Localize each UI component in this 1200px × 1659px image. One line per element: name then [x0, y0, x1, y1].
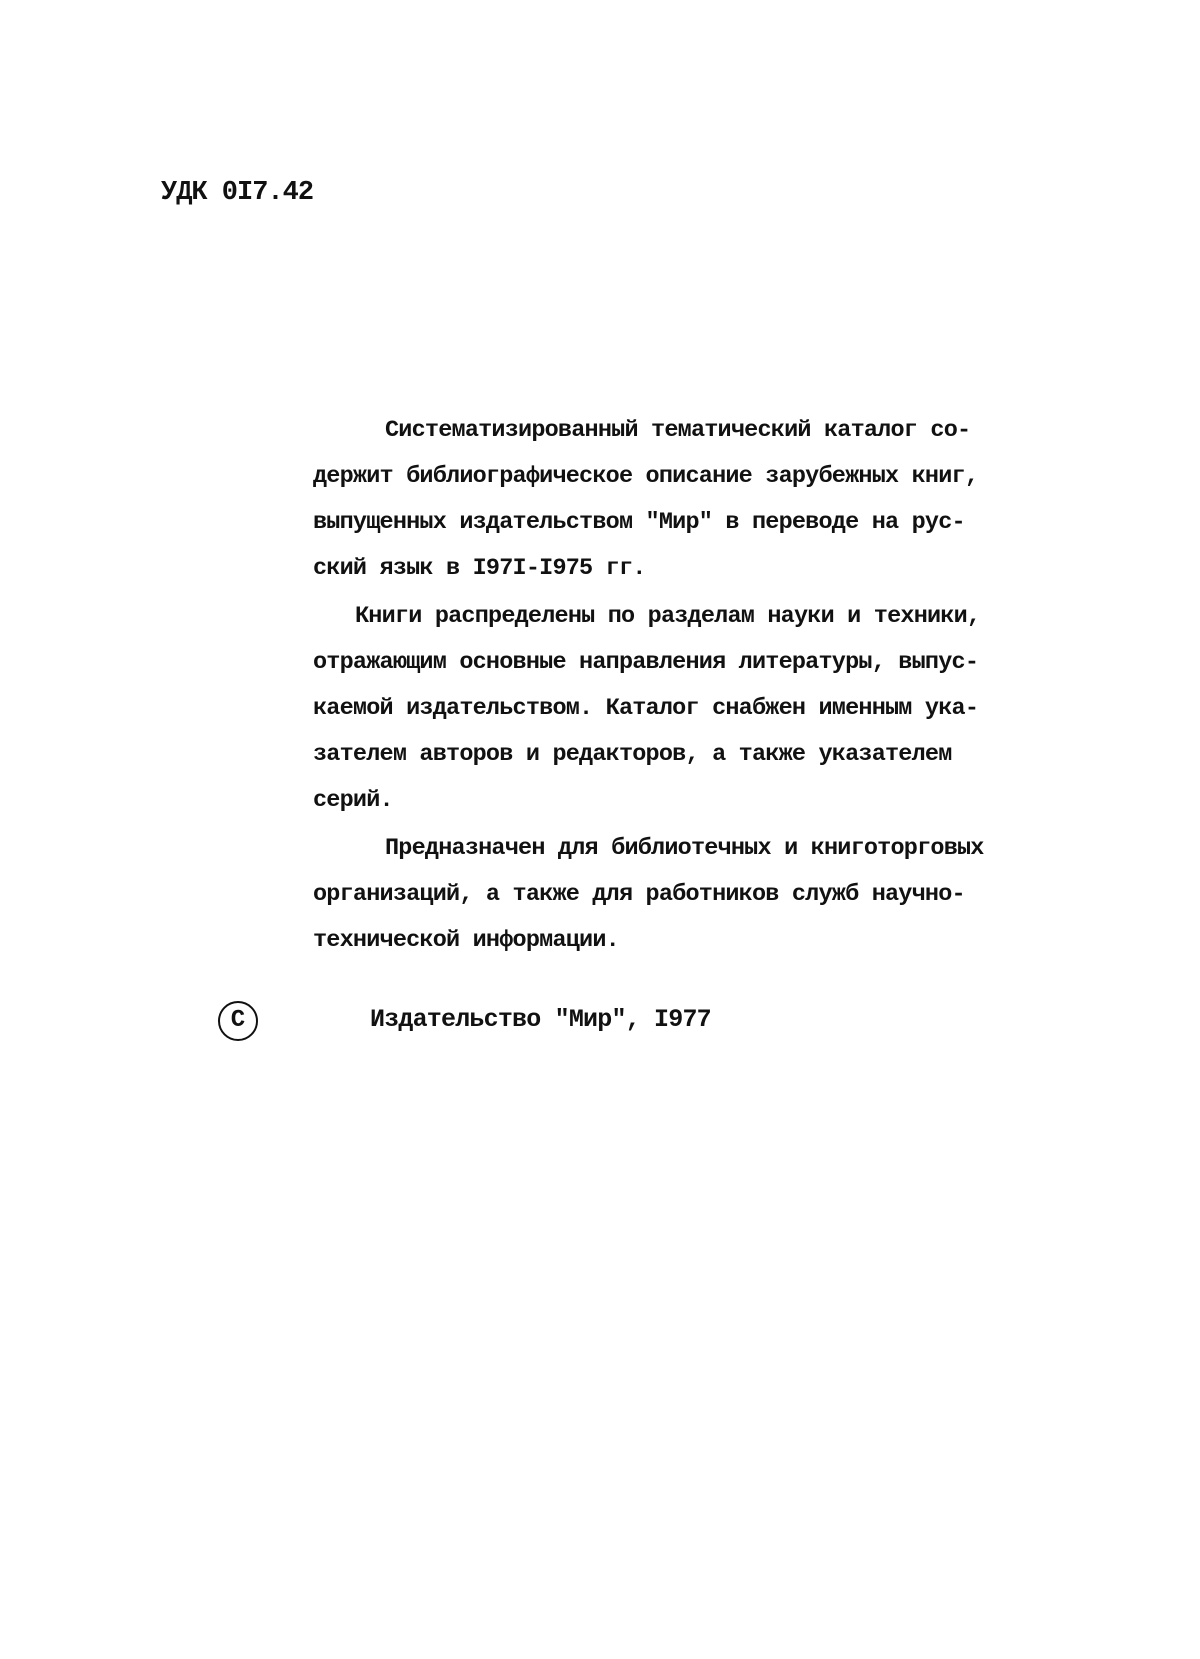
publisher-imprint: Издательство "Мир", I977 — [370, 1005, 711, 1034]
copyright-icon: C — [218, 1001, 258, 1041]
text-line: организаций, а также для работников служб научно- — [313, 881, 965, 908]
abstract-paragraph-description — [313, 408, 1033, 592]
copyright-notice — [218, 1001, 918, 1049]
text-line: ский язык в I97I-I975 гг. — [313, 555, 646, 582]
abstract-paragraph-audience — [313, 826, 1033, 964]
text-line: каемой издательством. Каталог снабжен именным ука- — [313, 695, 979, 722]
udc-classification: УДК 0I7.42 — [161, 178, 314, 208]
text-line: зателем авторов и редакторов, а также указателем — [313, 741, 952, 768]
text-line: технической информации. — [313, 927, 619, 954]
catalog-abstract — [313, 408, 1033, 966]
text-line: держит библиографическое описание зарубежных книг, — [313, 463, 979, 490]
text-line: серий. — [313, 787, 393, 814]
text-line: выпущенных издательством "Мир" в переводе на рус- — [313, 509, 965, 536]
text-line: Систематизированный тематический каталог со- — [385, 417, 971, 444]
abstract-paragraph-structure — [313, 594, 1033, 824]
text-line: отражающим основные направления литературы, выпус- — [313, 649, 979, 676]
text-line: Предназначен для библиотечных и книготорговых — [385, 835, 984, 862]
text-line: Книги распределены по разделам науки и техники, — [355, 603, 981, 630]
